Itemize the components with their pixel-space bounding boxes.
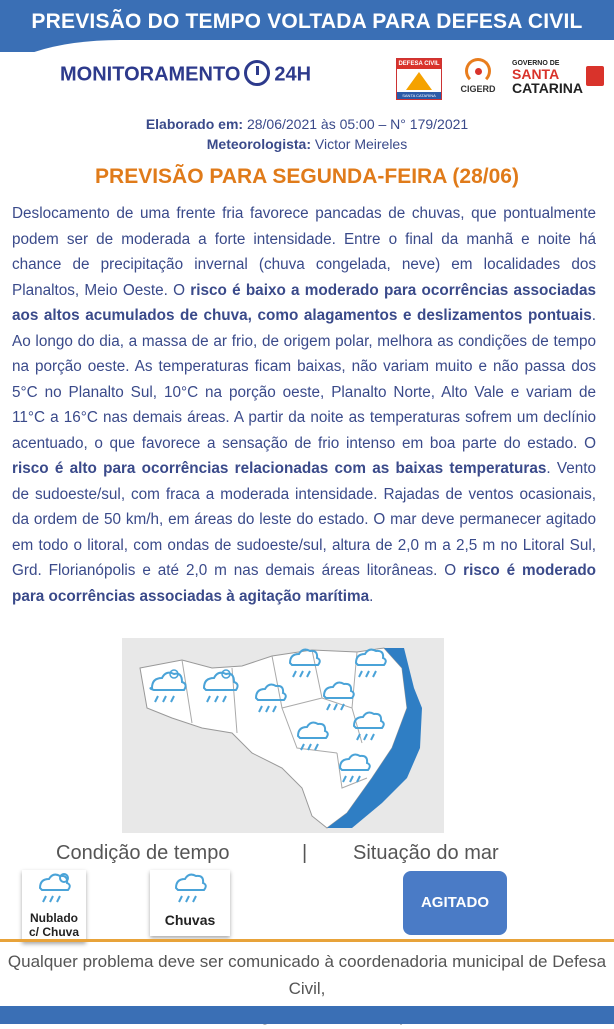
cigerd-signal-icon	[465, 58, 491, 84]
caption-separator: |	[302, 842, 308, 864]
monitoramento-logo: MONITORAMENTO 24H	[60, 62, 311, 88]
santa-catarina-map	[122, 638, 444, 833]
defesa-civil-logo: DEFESA CIVIL SANTA CATARINA	[396, 58, 442, 100]
footer-notice: Qualquer problema deve ser comunicado à coordenadoria municipal de Defesa Civil,	[7, 952, 607, 998]
cigerd-logo: CIGERD	[452, 58, 504, 102]
state-map-svg	[122, 638, 444, 833]
page-title: PREVISÃO DO TEMPO VOLTADA PARA DEFESA CIVIL	[31, 10, 583, 33]
forecast-headline: PREVISÃO PARA SEGUNDA-FEIRA (28/06)	[95, 165, 519, 188]
sea-situation-caption: Situação do mar	[353, 842, 499, 864]
sea-status-badge: AGITADO	[403, 871, 507, 935]
cloudy-rain-icon	[34, 870, 74, 906]
governo-sc-logo: GOVERNO DE SANTA CATARINA	[512, 60, 604, 100]
legend-rain: Chuvas	[150, 870, 230, 936]
flag-icon	[586, 66, 604, 86]
footer-bar	[0, 1006, 614, 1024]
weather-condition-caption: Condição de tempo	[56, 842, 230, 864]
forecast-body: Deslocamento de uma frente fria favorece pancadas de chuvas, que pontualmente podem ser de moderada a forte intensidade. Entre o final da manhã e noite há chance de precipitação invernal (chuva congelada, neve) em localidades dos Planaltos, Meio Oeste. O risco é baixo a moderado para ocorrências associadas aos altos acumulados de chuva, como alagamentos e deslizamentos pontuais. Ao longo do dia, a massa de ar frio, de origem polar, melhora as condições de tempo na porção oeste. As temperaturas ficam baixas, não variam muito e não passa dos 5°C no Planalto Sul, 10°C na porção oeste, Planalto Norte, Alto Vale e variam de 11°C a 16°C nas demais áreas. A partir da noite as temperaturas sofrem um declínio acentuado, o que favorece a sensação de frio intenso em boa parte do estado. O risco é alto para ocorrências relacionadas com as baixas temperaturas. Vento de sudoeste/sul, com fraca a moderada intensidade. Rajadas de ventos ocasionais, da ordem de 50 km/h, em áreas do leste do estado. O mar deve permanecer agitado em todo o litoral, com ondas de sudoeste/sul, altura de 2,0 m a 2,5 m no Litoral Sul, Grd. Florianópolis e até 2,0 m nas demais áreas litorâneas. O risco é moderado para ocorrências associadas à agitação marítima.	[12, 205, 597, 605]
rain-icon	[170, 870, 210, 908]
legend-cloudy-rain: Nublado c/ Chuva	[22, 870, 86, 942]
clock-icon	[244, 60, 270, 86]
bulletin-meta: Elaborado em: 28/06/2021 às 05:00 – N° 179/2021 Meteorologista: Victor Meireles	[145, 116, 469, 152]
warning-triangle-icon	[406, 72, 432, 90]
footer-divider	[0, 939, 614, 942]
